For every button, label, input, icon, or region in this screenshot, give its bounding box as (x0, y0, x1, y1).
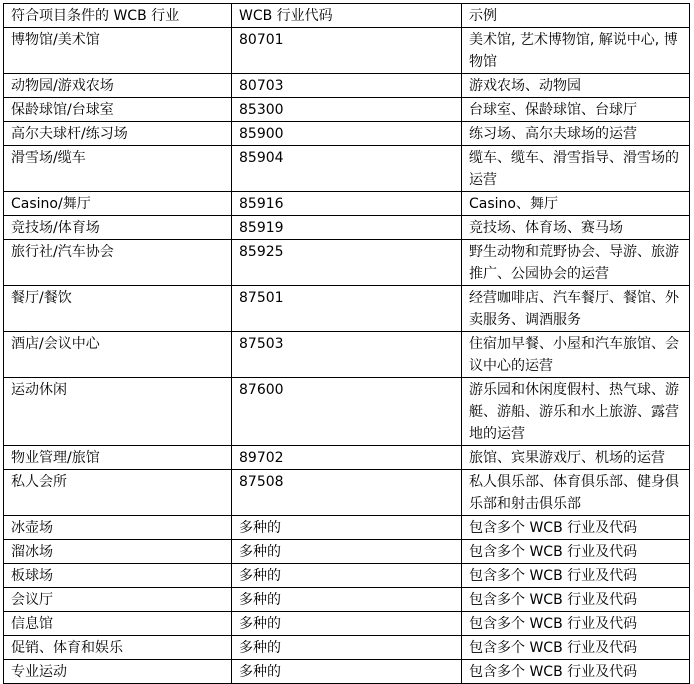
table-row (4, 286, 690, 332)
cell-industry: 博物馆/美术馆 (4, 28, 232, 74)
table-body (4, 28, 690, 684)
cell-example: 旅馆、宾果游戏厅、机场的运营 (462, 446, 690, 470)
cell-code: 87501 (232, 286, 462, 332)
table-row (4, 240, 690, 286)
cell-example: 住宿加早餐、小屋和汽车旅馆、会议中心的运营 (462, 332, 690, 378)
table-row (4, 146, 690, 192)
document-page (3, 3, 690, 684)
header-example: 示例 (462, 4, 690, 28)
cell-code: 85900 (232, 122, 462, 146)
cell-code: 多种的 (232, 564, 462, 588)
cell-code: 89702 (232, 446, 462, 470)
cell-code: 87600 (232, 378, 462, 446)
cell-example: 缆车、缆车、滑雪指导、滑雪场的运营 (462, 146, 690, 192)
cell-industry: 促销、体育和娱乐 (4, 636, 232, 660)
cell-example: 竞技场、体育场、赛马场 (462, 216, 690, 240)
cell-industry: 溜冰场 (4, 540, 232, 564)
cell-example: 野生动物和荒野协会、导游、旅游推广、公园协会的运营 (462, 240, 690, 286)
cell-industry: 会议厅 (4, 588, 232, 612)
cell-industry: 专业运动 (4, 660, 232, 684)
cell-industry: 板球场 (4, 564, 232, 588)
cell-code: 85904 (232, 146, 462, 192)
cell-industry: 餐厅/餐饮 (4, 286, 232, 332)
cell-industry: 运动休闲 (4, 378, 232, 446)
cell-code: 85925 (232, 240, 462, 286)
cell-example: 练习场、高尔夫球场的运营 (462, 122, 690, 146)
cell-example: 美术馆, 艺术博物馆, 解说中心, 博物馆 (462, 28, 690, 74)
table-header-row (4, 4, 690, 28)
header-industry: 符合项目条件的 WCB 行业 (4, 4, 232, 28)
cell-code: 85919 (232, 216, 462, 240)
header-code: WCB 行业代码 (232, 4, 462, 28)
cell-code: 87503 (232, 332, 462, 378)
cell-code: 80703 (232, 74, 462, 98)
table-row (4, 540, 690, 564)
cell-example: 包含多个 WCB 行业及代码 (462, 660, 690, 684)
cell-example: 包含多个 WCB 行业及代码 (462, 588, 690, 612)
cell-code: 多种的 (232, 516, 462, 540)
cell-example: 台球室、保龄球馆、台球厅 (462, 98, 690, 122)
table-row (4, 564, 690, 588)
cell-code: 多种的 (232, 660, 462, 684)
table-row (4, 588, 690, 612)
cell-example: Casino、舞厅 (462, 192, 690, 216)
table-row (4, 332, 690, 378)
table-row (4, 470, 690, 516)
cell-example: 包含多个 WCB 行业及代码 (462, 612, 690, 636)
cell-example: 经营咖啡店、汽车餐厅、餐馆、外卖服务、调酒服务 (462, 286, 690, 332)
cell-industry: 竞技场/体育场 (4, 216, 232, 240)
table-row (4, 74, 690, 98)
cell-industry: 保龄球馆/台球室 (4, 98, 232, 122)
table-row (4, 636, 690, 660)
cell-industry: 信息馆 (4, 612, 232, 636)
cell-industry: 冰壶场 (4, 516, 232, 540)
table-row (4, 660, 690, 684)
cell-code: 87508 (232, 470, 462, 516)
table-row (4, 98, 690, 122)
cell-code: 多种的 (232, 612, 462, 636)
cell-example: 游乐园和休闲度假村、热气球、游艇、游船、游乐和水上旅游、露营地的运营 (462, 378, 690, 446)
cell-example: 游戏农场、动物园 (462, 74, 690, 98)
table-row (4, 446, 690, 470)
cell-industry: 动物园/游戏农场 (4, 74, 232, 98)
cell-industry: Casino/舞厅 (4, 192, 232, 216)
cell-example: 包含多个 WCB 行业及代码 (462, 636, 690, 660)
cell-code: 多种的 (232, 588, 462, 612)
table-row (4, 612, 690, 636)
cell-example: 私人俱乐部、体育俱乐部、健身俱乐部和射击俱乐部 (462, 470, 690, 516)
cell-industry: 滑雪场/缆车 (4, 146, 232, 192)
table-row (4, 378, 690, 446)
cell-code: 80701 (232, 28, 462, 74)
cell-example: 包含多个 WCB 行业及代码 (462, 540, 690, 564)
cell-industry: 物业管理/旅馆 (4, 446, 232, 470)
cell-industry: 旅行社/汽车协会 (4, 240, 232, 286)
cell-example: 包含多个 WCB 行业及代码 (462, 564, 690, 588)
table-row (4, 216, 690, 240)
cell-industry: 酒店/会议中心 (4, 332, 232, 378)
table-row (4, 28, 690, 74)
cell-code: 85300 (232, 98, 462, 122)
cell-code: 多种的 (232, 540, 462, 564)
cell-industry: 私人会所 (4, 470, 232, 516)
wcb-industry-table (3, 3, 690, 684)
cell-code: 多种的 (232, 636, 462, 660)
cell-industry: 高尔夫球杆/练习场 (4, 122, 232, 146)
cell-code: 85916 (232, 192, 462, 216)
table-row (4, 516, 690, 540)
table-row (4, 192, 690, 216)
cell-example: 包含多个 WCB 行业及代码 (462, 516, 690, 540)
table-row (4, 122, 690, 146)
